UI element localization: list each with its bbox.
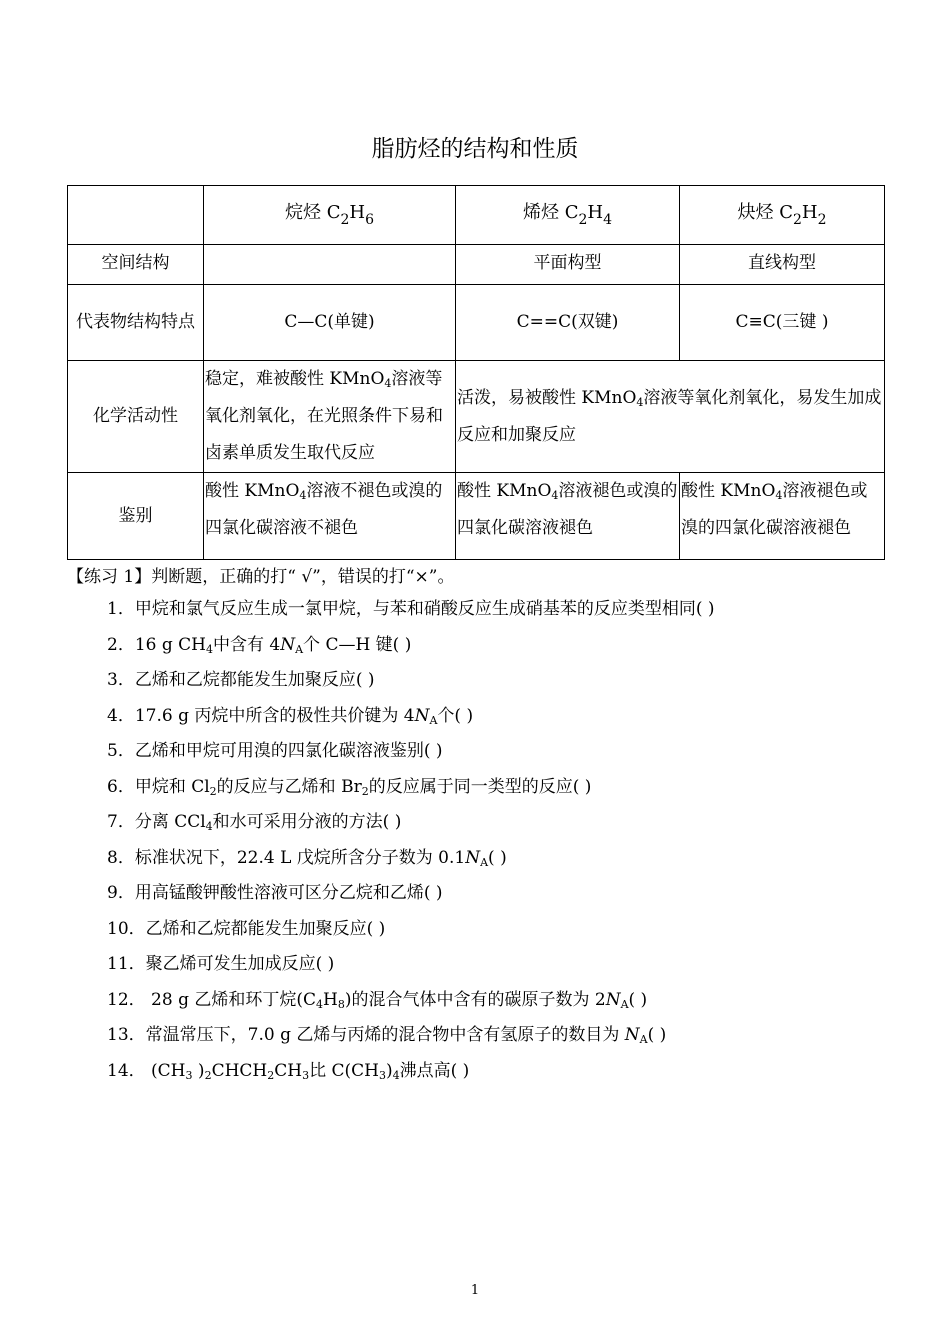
cell-activity-alkane: 稳定，难被酸性 KMnO$_4$溶液等氧化剂氧化，在光照条件下易和卤素单质发生取代反应 [204,361,456,473]
row-label-activity: 化学活动性 [68,361,204,473]
list-item: 5．乙烯和甲烷可用溴的四氯化碳溶液鉴别( ) [107,741,443,761]
header-alkene: 烯烃 $C_2H_4$ [456,186,680,245]
cell-structure-alkyne: 直线构型 [680,245,885,285]
row-label-identify: 鉴别 [68,473,204,560]
exercise-heading: 【练习 1】判断题，正确的打“ √”，错误的打“×”。 [67,567,455,587]
table-row-feature [68,285,885,361]
table-row-structure [68,245,885,285]
table-row-identify [68,473,885,560]
list-item: 11．聚乙烯可发生加成反应( ) [107,954,335,974]
table-header-row [68,186,885,245]
cell-identify-alkyne: 酸性 KMnO$_4$溶液褪色或溴的四氯化碳溶液褪色 [680,473,885,560]
list-item: 10．乙烯和乙烷都能发生加聚反应( ) [107,918,386,939]
list-item: 3．乙烯和乙烷都能发生加聚反应( ) [107,670,375,690]
table-row-activity [68,361,885,473]
list-item: 12． 28 g 乙烯和环丁烷$(C_4H_8)$的混合气体中含有的碳原子数为 $2N_A$( ) [107,989,648,1011]
list-item: 6．甲烷和 $Cl_2$的反应与乙烯和 $Br_2$的反应属于同一类型的反应( ) [107,776,592,798]
row-label-structure: 空间结构 [68,245,204,285]
cell-structure-alkene: 平面构型 [456,245,680,285]
header-alkane: 烷烃 $C_2H_6$ [204,186,456,245]
header-alkyne: 炔烃 $C_2H_2$ [680,186,885,245]
list-item: 13．常温常压下，7.0 g 乙烯与丙烯的混合物中含有氢原子的数目为 $N_A$( ) [107,1025,667,1046]
list-item: 1．甲烷和氯气反应生成一氯甲烷，与苯和硝酸反应生成硝基苯的反应类型相同( ) [107,599,715,619]
list-item: 9．用高锰酸钾酸性溶液可区分乙烷和乙烯( ) [107,883,443,903]
cell-identify-alkane: 酸性 KMnO$_4$溶液不褪色或溴的四氯化碳溶液不褪色 [204,473,456,560]
cell-feature-alkene: C==C(双键) [456,285,680,361]
cell-structure-alkane [204,245,456,285]
list-item: 8．标准状况下，22.4 L 戊烷所含分子数为 $0.1N_A$( ) [107,847,507,869]
list-item: 14． ($CH_3$ )$_2CHCH_2CH_3$比 $C(CH_3)_4$沸点高( ) [107,1060,470,1082]
list-item: 7．分离 CCl$_4$和水可采用分液的方法( ) [107,812,402,833]
page-number: 1 [470,1283,480,1298]
cell-activity-unsaturated: 活泼，易被酸性 KMnO$_4$溶液等氧化剂氧化，易发生加成反应和加聚反应 [456,361,885,473]
row-label-feature: 代表物结构特点 [68,285,204,361]
table-corner-cell [68,186,204,245]
cell-identify-alkene: 酸性 KMnO$_4$溶液褪色或溴的四氯化碳溶液褪色 [456,473,680,560]
hydrocarbon-table [67,185,885,560]
list-item: 2．16 g $CH_4$中含有 $4N_A$个 C—H 键( ) [107,634,412,656]
exercise-list [107,592,714,1089]
list-item: 4．17.6 g 丙烷中所含的极性共价键为 $4N_A$个( ) [107,705,474,727]
cell-feature-alkyne: C≡C(三键 ) [680,285,885,361]
page-title: 脂肪烃的结构和性质 [371,136,579,162]
cell-feature-alkane: C—C(单键) [204,285,456,361]
